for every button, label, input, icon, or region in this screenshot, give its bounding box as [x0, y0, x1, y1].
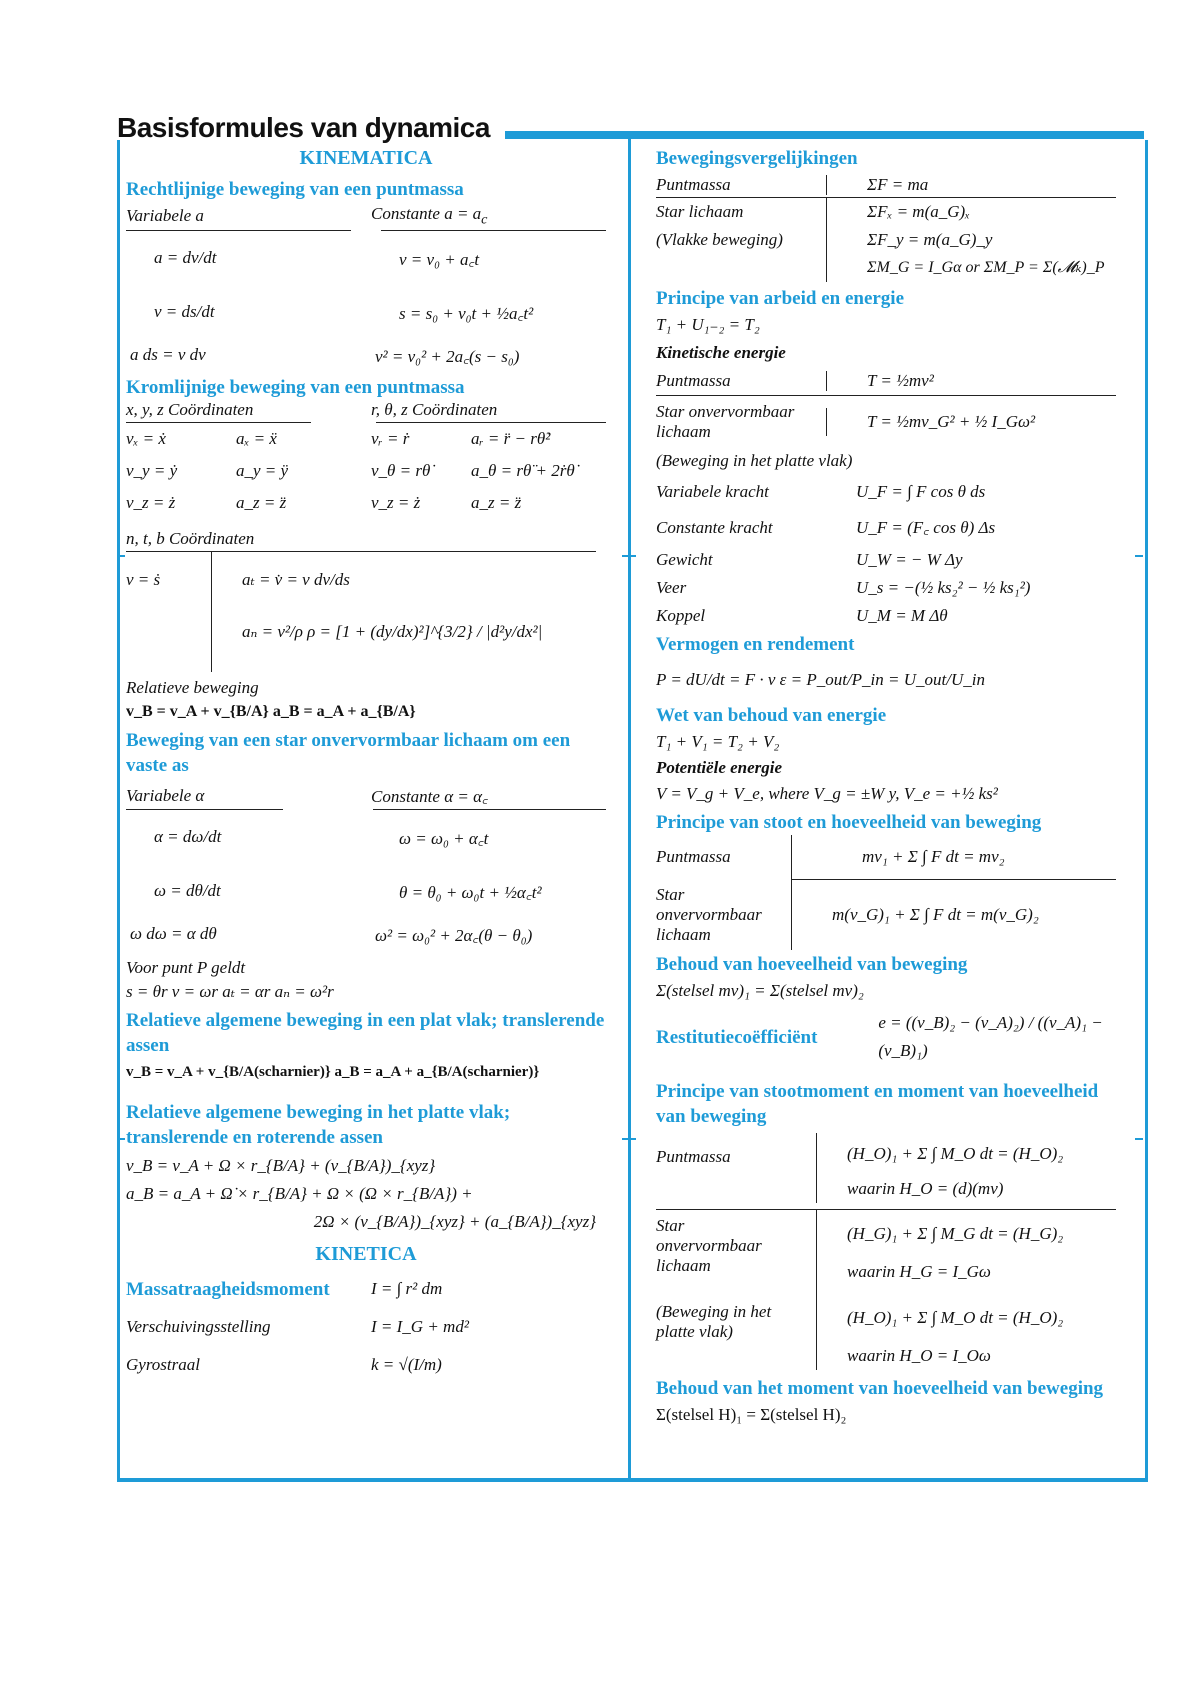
label: lichaam	[656, 1256, 711, 1275]
column-divider	[628, 136, 631, 1480]
rechtlijnig-row-3	[126, 339, 606, 371]
label: onvervormbaar	[656, 1236, 762, 1255]
kin-punt	[656, 367, 1116, 395]
vermogen-eq: P = dU/dt = F · v ε = P_out/P_in = U_out/U_in	[656, 670, 985, 689]
relatief-heading: Relatieve beweging	[126, 678, 259, 698]
label: Constante kracht	[656, 518, 773, 537]
gyro-eq: k = √(I/m)	[371, 1355, 442, 1375]
behoud-hb-heading: Behoud van hoeveelheid van beweging	[656, 954, 968, 975]
cell: a_y = ÿ	[236, 461, 289, 481]
cell: vₓ = ẋ	[126, 429, 166, 449]
stoot-star	[656, 880, 1116, 950]
behoud-moment-eq: Σ(stelsel H)₁ = Σ(stelsel H)₂	[656, 1405, 847, 1424]
eq-left: α = dω/dt	[154, 827, 222, 847]
separator	[117, 555, 125, 557]
beweg-r2	[656, 198, 1116, 282]
label: lichaam	[656, 422, 711, 441]
rechtlijnig-row-2	[126, 285, 606, 339]
col-xyz: x, y, z Coördinaten	[126, 400, 254, 420]
eq: (H_O)₁ + Σ ∫ M_O dt = (H_O)₂	[847, 1308, 1064, 1327]
eq-right: v² = v₀² + 2a꜀(s − s₀)	[375, 346, 520, 366]
eq-right: v = v₀ + a꜀t	[399, 249, 480, 269]
eq: ΣM_G = I_Gα or ΣM_P = Σ(𝓜ₖ)_P	[867, 259, 1105, 276]
rule	[126, 809, 283, 810]
left-column	[126, 146, 606, 1379]
massa-eq: I = ∫ r² dm	[371, 1279, 443, 1299]
stootmoment-heading: Principe van stootmoment en moment van hoeveelheid van beweging	[656, 1081, 1099, 1127]
stoot-punt	[656, 835, 1116, 879]
col-variabele: Variabele a	[126, 206, 204, 226]
ntb-heading: n, t, b Coördinaten	[126, 529, 255, 549]
col-rthetaz: r, θ, z Coördinaten	[371, 400, 498, 420]
label: Star lichaam	[656, 202, 744, 221]
ntb-v: v = ṡ	[126, 570, 161, 590]
restitutie-heading: Restitutiecoëfficiënt	[656, 1026, 818, 1048]
gyro-label: Gyrostraal	[126, 1355, 200, 1375]
eq-right: s = s₀ + v₀t + ½a꜀t²	[399, 303, 534, 323]
rechtlijnig-row-1	[126, 231, 606, 285]
beweg-r1	[656, 175, 1116, 195]
page-title: Basisformules van dynamica	[117, 112, 490, 143]
kin-head: Kinetische energie	[656, 343, 786, 362]
ntb-right	[211, 552, 542, 672]
cell: a_z = z̈	[236, 493, 287, 513]
label: Star	[656, 1216, 685, 1235]
beweg-r2-eqs	[826, 198, 1105, 282]
arbeid-heading: Principe van arbeid en energie	[656, 288, 905, 309]
rel-rot-heading: Relatieve algemene beweging in het platte vlak; translerende en roterende assen	[126, 1102, 511, 1149]
cell: v_y = ẏ	[126, 461, 178, 481]
col-constante-sub: c	[481, 211, 488, 228]
vlak-label: (Beweging in het platte vlak)	[656, 451, 853, 470]
behoud-moment-heading: Behoud van het moment van hoeveelheid van beweging	[656, 1378, 1104, 1399]
rule	[373, 809, 606, 810]
col-constante	[371, 204, 606, 228]
stootmoment-punt-eqs	[816, 1133, 1063, 1203]
col-constante-text: Constante a = a	[371, 204, 482, 223]
rel-rot-eq1: v_B = v_A + Ω × r_{B/A} + (v_{B/A})_{xyz}	[126, 1156, 436, 1176]
label: Star	[656, 885, 685, 904]
star-as-header	[126, 784, 606, 807]
eq-left: ω dω = α dθ	[130, 924, 217, 944]
massa-block	[126, 1275, 606, 1379]
rel-rot-eq2: a_B = a_A + Ω̇ × r_{B/A} + Ω × (Ω × r_{B/A}) +	[126, 1184, 473, 1204]
col-variabele-alpha: Variabele α	[126, 785, 205, 805]
kromlijnig-heading: Kromlijnige beweging van een puntmassa	[126, 377, 465, 399]
eq: ΣFₓ = m(a_G)ₓ	[867, 202, 970, 221]
vermogen-heading: Vermogen en rendement	[656, 634, 855, 655]
stoot-heading: Principe van stoot en hoeveelheid van beweging	[656, 812, 1042, 833]
star-as-row-1	[126, 810, 606, 864]
beweg-heading: Bewegingsvergelijkingen	[656, 148, 858, 169]
eq: (H_G)₁ + Σ ∫ M_G dt = (H_G)₂	[847, 1224, 1064, 1243]
eq: m(v_G)₁ + Σ ∫ F dt = m(v_G)₂	[791, 880, 1039, 950]
kromlijnig-header	[126, 400, 606, 420]
restitutie-eq: e = ((v_B)₂ − (v_A)₂) / ((v_A)₁ − (v_B)₁)	[878, 1013, 1103, 1060]
stootmoment-star-labels	[656, 1210, 816, 1370]
rule	[381, 230, 606, 231]
label: Puntmassa	[656, 371, 731, 390]
relatief-eq: v_B = v_A + v_{B/A} a_B = a_A + a_{B/A}	[126, 703, 416, 721]
label: Star onvervormbaar	[656, 402, 795, 421]
behoud-energie-eq: T₁ + V₁ = T₂ + V₂	[656, 732, 780, 751]
star-as-heading: Beweging van een star onvervormbaar lichaam om een vaste as	[126, 730, 571, 777]
eq-left: ω = dθ/dt	[154, 881, 221, 901]
label: Koppel	[656, 606, 706, 625]
eq: T = ½mv²	[826, 371, 934, 391]
eq: ΣF = ma	[826, 175, 928, 195]
eq: U_F = (F꜀ cos θ) Δs	[856, 518, 996, 537]
ntb-block	[126, 552, 606, 672]
eq: U_F = ∫ F cos θ ds	[856, 482, 986, 501]
pot-head: Potentiële energie	[656, 758, 783, 777]
eq: waarin H_O = (d)(mv)	[847, 1179, 1004, 1198]
stootmoment-punt	[656, 1133, 1116, 1203]
label: onvervormbaar	[656, 905, 762, 924]
ntb-an: aₙ = v²/ρ ρ = [1 + (dy/dx)²]^{3/2} / |d²y/dx²|	[242, 622, 543, 642]
rel-transl-heading: Relatieve algemene beweging in een plat vlak; translerende assen	[126, 1010, 605, 1057]
separator	[1135, 555, 1143, 557]
separator	[622, 555, 636, 557]
eq-right: θ = θ₀ + ω₀t + ½α꜀t²	[399, 882, 542, 902]
pot-eq: V = V_g + V_e, where V_g = ±W y, V_e = +½ ks²	[656, 784, 998, 803]
stoot-star-label	[656, 885, 791, 945]
stootmoment-star-eqs	[816, 1210, 1063, 1370]
behoud-energie-heading: Wet van behoud van energie	[656, 705, 887, 726]
title-rule	[505, 131, 1144, 139]
label: Puntmassa	[656, 1147, 731, 1166]
kin-star	[656, 396, 1116, 448]
cell: v_z = ż	[126, 493, 176, 513]
right-column	[656, 146, 1116, 1429]
stootmoment-star	[656, 1210, 1116, 1370]
cell: vᵣ = ṙ	[371, 429, 410, 449]
eq: ΣF_y = m(a_G)_y	[867, 230, 993, 249]
massa-heading: Massatraagheidsmoment	[126, 1278, 330, 1300]
label: (Beweging in het	[656, 1302, 772, 1321]
eq: T = ½mv_G² + ½ I_Gω²	[826, 408, 1035, 436]
label: lichaam	[656, 925, 711, 944]
separator	[117, 1138, 125, 1140]
punt-p-eq: s = θr v = ωr aₜ = αr aₙ = ω²r	[126, 982, 334, 1002]
cell: a_θ = rθ̈ + 2ṙθ̇	[471, 461, 575, 481]
behoud-hb-eq: Σ(stelsel mv)₁ = Σ(stelsel mv)₂	[656, 981, 864, 1000]
separator	[1135, 1138, 1143, 1140]
versch-eq: I = I_G + md²	[371, 1317, 469, 1337]
eq: waarin H_G = I_Gω	[847, 1262, 991, 1281]
cell: v_θ = rθ̇	[371, 461, 431, 481]
cell: v_z = ż	[371, 493, 421, 513]
eq-left: a ds = v dv	[130, 345, 206, 365]
label: (Vlakke beweging)	[656, 230, 783, 249]
eq-left: a = dv/dt	[154, 248, 217, 268]
label: Puntmassa	[656, 175, 731, 194]
eq-right: ω² = ω₀² + 2α꜀(θ − θ₀)	[375, 925, 533, 945]
ntb-at: aₜ = v̇ = v dv/ds	[242, 570, 350, 590]
label: Variabele kracht	[656, 482, 769, 501]
label: Puntmassa	[656, 847, 731, 866]
star-as-row-3	[126, 918, 606, 950]
label: platte vlak)	[656, 1322, 733, 1341]
label: Gewicht	[656, 550, 713, 569]
rule	[126, 230, 351, 231]
eq: (H_O)₁ + Σ ∫ M_O dt = (H_O)₂	[847, 1144, 1064, 1163]
rel-rot-eq3: 2Ω × (v_{B/A})_{xyz} + (a_{B/A})_{xyz}	[313, 1212, 596, 1232]
cell: a_z = z̈	[471, 493, 522, 513]
beweg-r2-labels	[656, 198, 826, 282]
rechtlijnig-header	[126, 204, 606, 228]
eq-left: v = ds/dt	[154, 302, 215, 322]
punt-p-label: Voor punt P geldt	[126, 958, 246, 978]
eq-right: ω = ω₀ + α꜀t	[399, 828, 489, 848]
rechtlijnig-heading: Rechtlijnige beweging van een puntmassa	[126, 179, 464, 200]
kinematica-heading: KINEMATICA	[299, 147, 433, 169]
star-as-row-2	[126, 864, 606, 918]
arbeid-eq: T₁ + U₁₋₂ = T₂	[656, 315, 760, 334]
separator	[622, 1138, 636, 1140]
rel-transl-eq: v_B = v_A + v_{B/A(scharnier)} a_B = a_A + a_{B/A(scharnier)}	[126, 1064, 540, 1081]
cell: aᵣ = r̈ − rθ̇²	[471, 429, 551, 449]
col-constante-alpha: Constante α = α꜀	[371, 787, 488, 807]
kromlijnig-table	[126, 423, 606, 519]
eq: U_M = M Δθ	[856, 606, 948, 625]
eq: U_s = −(½ ks₂² − ½ ks₁²)	[856, 578, 1031, 597]
arbeid-grid	[656, 474, 1116, 630]
label: Veer	[656, 578, 687, 597]
versch-label: Verschuivingsstelling	[126, 1317, 271, 1337]
kinetica-heading: KINETICA	[315, 1243, 417, 1266]
eq: mv₁ + Σ ∫ F dt = mv₂	[791, 835, 1005, 879]
restitutie-row	[656, 1009, 1116, 1065]
eq: U_W = − W Δy	[856, 550, 963, 569]
eq: waarin H_O = I_Oω	[847, 1346, 991, 1365]
cell: aₓ = ẍ	[236, 429, 277, 449]
kin-star-label	[656, 402, 826, 442]
